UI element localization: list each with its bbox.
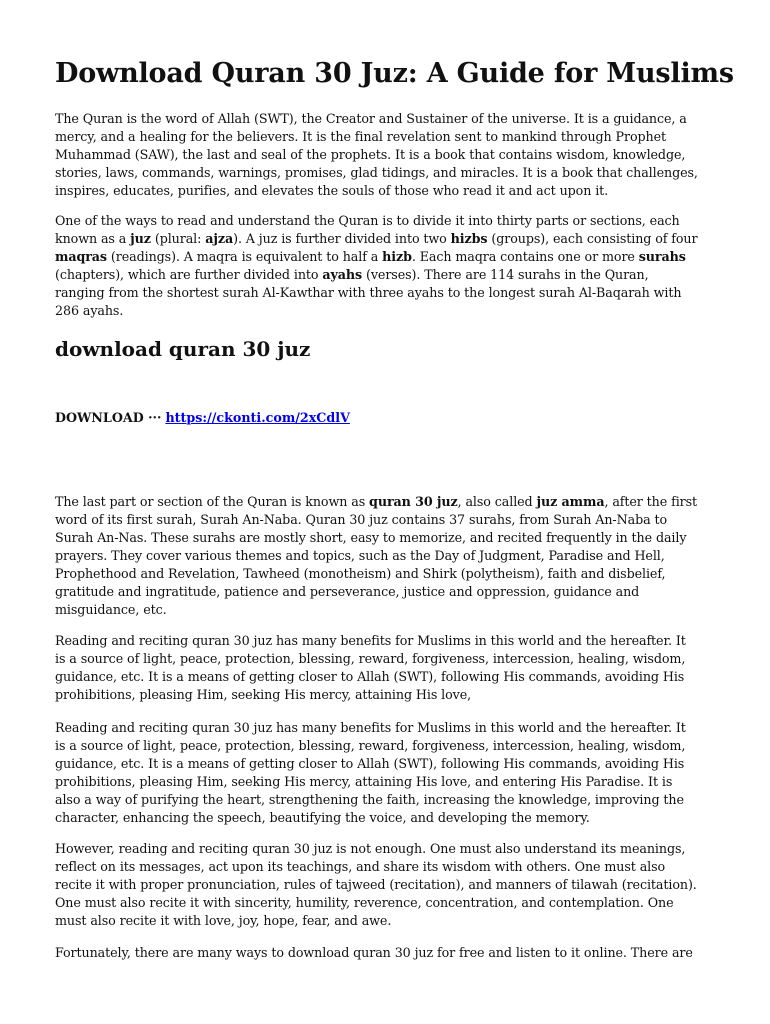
text-line: reflect on its messages, act upon its teachings, and share its wisdom with others. One must also (55, 859, 666, 874)
text-line: guidance, etc. It is a means of getting closer to Allah (SWT), following His commands, avoiding His (55, 669, 685, 684)
text-line: (chapters), which are further divided into ayahs (verses). There are 114 surahs in the Quran, (55, 267, 649, 282)
text-line: Reading and reciting quran 30 juz has many benefits for Muslims in this world and the hereafter. It (55, 633, 686, 648)
text-line: mercy, and a healing for the believers. It is the final revelation sent to mankind through Prophet (55, 129, 666, 144)
benefits-paragraph (55, 719, 720, 827)
section-heading: download quran 30 juz (55, 337, 311, 361)
text-line: known as a juz (plural: ajza). A juz is further divided into two hizbs (groups), each consisting of four (55, 231, 698, 246)
text-line: One must also recite it with sincerity, humility, reverence, concentration, and contemplation. One (55, 895, 674, 910)
download-link[interactable]: https://ckonti.com/2xCdlV (165, 410, 350, 425)
term-maqras: maqras (55, 249, 107, 264)
text-line: One of the ways to read and understand the Quran is to divide it into thirty parts or sections, each (55, 213, 680, 228)
term-ajza: ajza (205, 231, 234, 246)
understanding-paragraph (55, 840, 720, 930)
text-line: maqras (readings). A maqra is equivalent to half a hizb. Each maqra contains one or more surahs (55, 249, 686, 264)
text-line: Reading and reciting quran 30 juz has many benefits for Muslims in this world and the hereafter. It (55, 720, 686, 735)
term-ayahs: ayahs (322, 267, 363, 282)
text-line: However, reading and reciting quran 30 juz is not enough. One must also understand its meanings, (55, 841, 686, 856)
download-ways-paragraph (55, 944, 720, 962)
term-hizb: hizb (382, 249, 412, 264)
page-title: Download Quran 30 Juz: A Guide for Muslims (55, 58, 734, 89)
intro-paragraph (55, 110, 720, 200)
download-label: DOWNLOAD ··· (55, 410, 162, 425)
text-line: guidance, etc. It is a means of getting closer to Allah (SWT), following His commands, avoiding His (55, 756, 685, 771)
text-line: word of its first surah, Surah An-Naba. Quran 30 juz contains 37 surahs, from Surah An-Naba to (55, 512, 668, 527)
text-line: The last part or section of the Quran is known as quran 30 juz, also called juz amma, after the first (55, 494, 698, 509)
text-line: gratitude and ingratitude, patience and perseverance, justice and oppression, guidance and (55, 584, 640, 599)
text-line: character, enhancing the speech, beautifying the voice, and developing the memory. (55, 810, 590, 825)
text-line: prayers. They cover various themes and topics, such as the Day of Judgment, Paradise and Hell, (55, 548, 665, 563)
text-line: ranging from the shortest surah Al-Kawthar with three ayahs to the longest surah Al-Baqarah with (55, 285, 682, 300)
text-line: 286 ayahs. (55, 303, 124, 318)
text-line: stories, laws, commands, warnings, promises, glad tidings, and miracles. It is a book that challenges, (55, 165, 698, 180)
benefits-paragraph-short (55, 632, 720, 704)
download-line (55, 409, 350, 427)
text-line: is a source of light, peace, protection, blessing, reward, forgiveness, intercession, healing, wisdom, (55, 738, 686, 753)
term-quran-30-juz: quran 30 juz (369, 494, 458, 509)
text-line: is a source of light, peace, protection, blessing, reward, forgiveness, intercession, healing, wisdom, (55, 651, 686, 666)
text-line: Muhammad (SAW), the last and seal of the prophets. It is a book that contains wisdom, knowledge, (55, 147, 686, 162)
text-line: Prophethood and Revelation, Tawheed (monotheism) and Shirk (polytheism), faith and disbelief, (55, 566, 666, 581)
text-line: misguidance, etc. (55, 602, 167, 617)
term-juz: juz (130, 231, 151, 246)
text-line: prohibitions, pleasing Him, seeking His mercy, attaining His love, and entering His Paradise. It is (55, 774, 673, 789)
text-line: The Quran is the word of Allah (SWT), the Creator and Sustainer of the universe. It is a guidance, a (55, 111, 687, 126)
text-line: inspires, educates, purifies, and elevates the souls of those who read it and act upon it. (55, 183, 609, 198)
juz-amma-paragraph (55, 493, 720, 619)
text-line: also a way of purifying the heart, strengthening the faith, increasing the knowledge, improving the (55, 792, 684, 807)
text-line: Surah An-Nas. These surahs are mostly short, easy to memorize, and recited frequently in the daily (55, 530, 687, 545)
term-hizbs: hizbs (450, 231, 488, 246)
text-line: prohibitions, pleasing Him, seeking His mercy, attaining His love, (55, 687, 472, 702)
term-surahs: surahs (638, 249, 686, 264)
text-line: Fortunately, there are many ways to download quran 30 juz for free and listen to it online. There are (55, 945, 693, 960)
text-line: recite it with proper pronunciation, rules of tajweed (recitation), and manners of tilawah (recitation). (55, 877, 697, 892)
text-line: must also recite it with love, joy, hope, fear, and awe. (55, 913, 392, 928)
term-juz-amma: juz amma (536, 494, 605, 509)
juz-division-paragraph (55, 212, 720, 320)
